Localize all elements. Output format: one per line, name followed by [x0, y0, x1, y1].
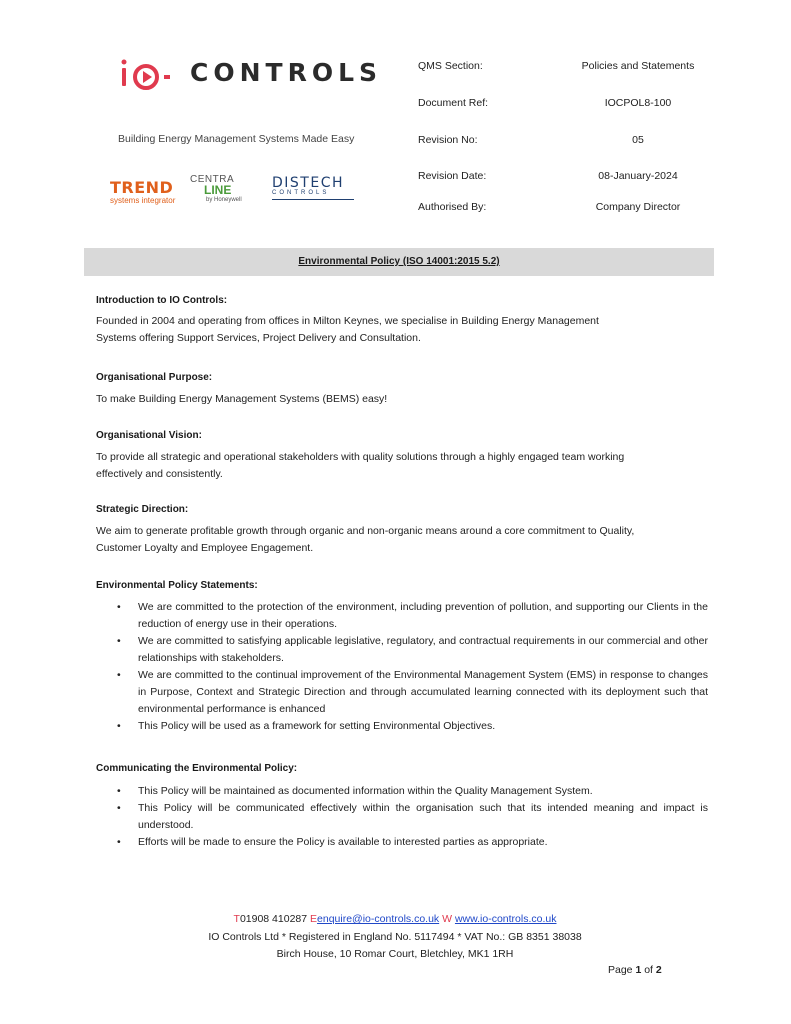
distech-subtitle: CONTROLS — [272, 190, 330, 196]
trend-subtitle: systems integrator — [110, 196, 176, 205]
footer-registration: IO Controls Ltd * Registered in England No. 5117494 * VAT No.: GB 8351 38038 — [208, 931, 582, 943]
intro-line-2: Systems offering Support Services, Project Delivery and Consultation. — [96, 332, 421, 344]
statements-list — [96, 599, 708, 735]
section-vision — [96, 430, 706, 483]
section-statements — [96, 580, 708, 735]
vision-line-1: To provide all strategic and operational stakeholders with quality solutions through a highly engaged team working — [96, 451, 625, 463]
list-item: • This Policy will be communicated effectively within the organisation such that its intended meaning and impact is understood. — [96, 800, 708, 834]
footer-address: Birch House, 10 Romar Court, Bletchley, MK1 1RH — [276, 948, 514, 960]
meta-key: Revision Date: — [418, 170, 487, 182]
list-item: • We are committed to satisfying applicable legislative, regulatory, and contractual requirements in our commercial and other relationships with stakeholders. — [96, 633, 708, 667]
tagline: Building Energy Management Systems Made Easy — [118, 133, 355, 145]
document-title: Environmental Policy (ISO 14001:2015 5.2) — [84, 248, 714, 276]
website-link[interactable]: www.io-controls.co.uk — [454, 913, 557, 925]
meta-value: Policies and Statements — [581, 60, 695, 72]
io-controls-logo — [118, 56, 383, 96]
purpose-text: To make Building Energy Management Systems (BEMS) easy! — [96, 393, 388, 405]
strategy-line-1: We aim to generate profitable growth through organic and non-organic means around a core commitment to Quality, — [96, 525, 635, 537]
section-heading: Strategic Direction: — [96, 504, 189, 515]
io-logo-mark-icon — [118, 56, 188, 96]
web-label: W — [442, 913, 453, 925]
page-number — [608, 964, 662, 976]
trend-logo — [110, 178, 188, 208]
meta-key: Document Ref: — [418, 97, 489, 109]
vision-line-2: effectively and consistently. — [96, 468, 223, 480]
section-purpose — [96, 372, 706, 408]
section-communicating — [96, 763, 708, 851]
list-item: • We are committed to the continual improvement of the Environmental Management System (EMS) in response to changes in Purpose, Context and Strategic Direction and through accumulated learning connected with its deployment such that environmental performance is enhanced — [96, 667, 708, 718]
distech-logo — [272, 175, 358, 215]
footer-contact-line — [150, 913, 640, 925]
meta-value: 05 — [632, 134, 644, 146]
meta-key: QMS Section: — [418, 60, 483, 72]
list-item: • This Policy will be used as a framework for setting Environmental Objectives. — [96, 718, 708, 735]
page-of: of — [644, 964, 653, 976]
distech-underline — [272, 199, 354, 200]
communicating-list — [96, 783, 708, 851]
page-current: 1 — [635, 964, 642, 976]
section-introduction — [96, 295, 706, 347]
centraline-top: CENTRA — [190, 174, 235, 185]
phone-number: 01908 410287 — [239, 913, 308, 925]
meta-value: IOCPOL8-100 — [604, 97, 672, 109]
section-heading: Organisational Purpose: — [96, 372, 213, 383]
trend-name: TREND — [110, 178, 174, 197]
section-heading: Organisational Vision: — [96, 430, 202, 441]
section-heading: Communicating the Environmental Policy: — [96, 763, 298, 774]
section-heading: Introduction to IO Controls: — [96, 295, 228, 306]
centraline-logo — [190, 174, 265, 214]
meta-value: 08-January-2024 — [598, 170, 678, 182]
list-item: • We are committed to the protection of the environment, including prevention of pollution, and supporting our Clients in the reduction of energy use in their operations. — [96, 599, 708, 633]
logo-brand-text: CONTROLS — [190, 58, 383, 87]
distech-name: DISTECH — [272, 175, 344, 191]
section-strategy — [96, 504, 706, 557]
intro-line-1: Founded in 2004 and operating from offices in Milton Keynes, we specialise in Building Energy Management — [96, 315, 599, 327]
strategy-line-2: Customer Loyalty and Employee Engagement. — [96, 542, 314, 554]
meta-key: Revision No: — [418, 134, 478, 146]
phone-label: T — [233, 913, 240, 925]
section-heading: Environmental Policy Statements: — [96, 580, 258, 591]
page-total: 2 — [655, 964, 662, 976]
meta-value: Company Director — [595, 201, 681, 213]
centraline-by: by Honeywell — [206, 197, 242, 203]
list-item: • This Policy will be maintained as documented information within the Quality Management System. — [96, 783, 708, 800]
email-label: E — [310, 913, 318, 925]
meta-key: Authorised By: — [418, 201, 487, 213]
centraline-bottom: LINE — [204, 183, 232, 197]
email-link[interactable]: enquire@io-controls.co.uk — [317, 913, 440, 925]
page-prefix: Page — [608, 964, 633, 976]
list-item: • Efforts will be made to ensure the Policy is available to interested parties as appropriate. — [96, 834, 708, 851]
